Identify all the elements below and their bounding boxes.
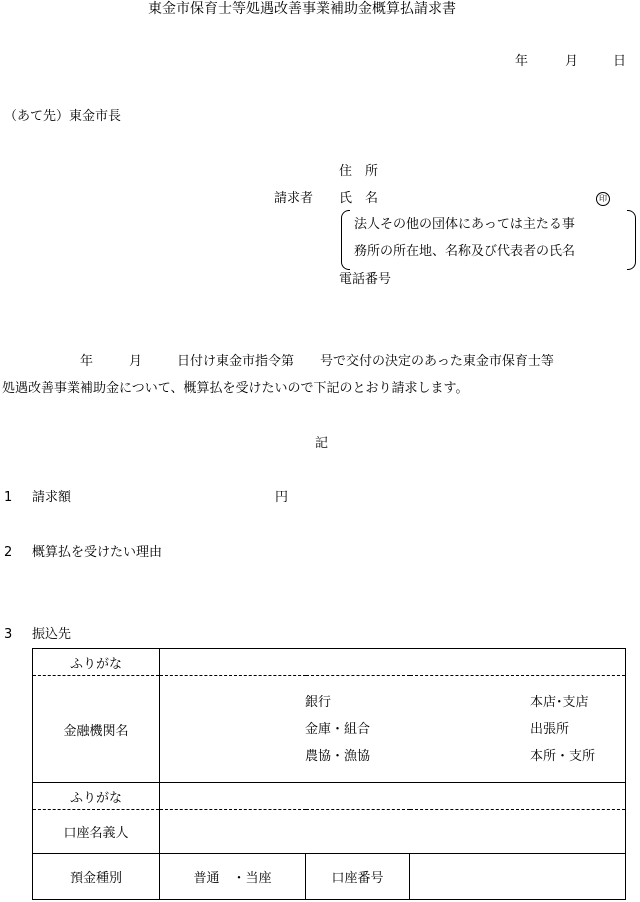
date-year: 年 [515,54,529,69]
name-label: 氏 名 [339,191,379,206]
body-line-1: 日付け東金市指令第 号で交付の決定のあった東金市保育士等 [177,354,554,369]
bank-transfer-table [32,648,626,900]
document-title: 東金市保育士等処遇改善事業補助金概算払請求書 [148,1,456,17]
requester-label: 請求者 [274,191,314,206]
account-number-label: 口座番号 [306,854,410,900]
note-line-2: 務所の所在地、名称及び代表者の氏名 [354,244,576,259]
item-3-number: 3 [4,627,13,642]
furigana-holder-field[interactable] [160,783,626,810]
body-line-2: 処遇改善事業補助金について、概算払を受けたいので下記のとおり請求します。 [2,381,469,396]
shinkin-option: 金庫・組合 [305,722,371,737]
phone-label: 電話番号 [339,272,392,287]
date-day: 日 [613,54,627,69]
branch-option-2: 出張所 [530,722,570,737]
furigana-label: ふりがな [33,649,160,676]
furigana-holder-label: ふりがな [33,783,160,810]
account-number-field[interactable] [410,854,626,900]
addressee: （あて先）東金市長 [4,109,122,124]
item-1-label: 請求額 [32,490,72,505]
item-2-number: 2 [4,545,13,560]
account-holder-label: 口座名義人 [33,810,160,854]
nokyo-option: 農協・漁協 [305,749,371,764]
item-3-label: 振込先 [32,627,72,642]
deposit-type-options[interactable]: 普通 ・当座 [160,854,306,900]
note-bracket-right [627,210,636,270]
item-1-number: 1 [4,490,13,505]
account-holder-field[interactable] [160,810,626,854]
item-2-label: 概算払を受けたい理由 [32,545,163,560]
branch-option-1: 本店･支店 [530,695,589,710]
institution-label: 金融機関名 [33,676,160,783]
date-month: 月 [565,54,579,69]
seal-icon: 印 [596,192,610,206]
note-line-1: 法人その他の団体にあっては主たる事 [354,217,575,232]
note-bracket-left [341,210,350,270]
ki-heading: 記 [315,436,329,451]
bank-option: 銀行 [305,695,332,710]
furigana-institution-field[interactable] [160,649,626,676]
branch-option-3: 本所・支所 [530,749,596,764]
yen-unit: 円 [275,490,289,505]
deposit-type-label: 預金種別 [33,854,160,900]
address-label: 住 所 [339,164,379,179]
body-year: 年 [80,354,94,369]
institution-field[interactable] [160,676,626,783]
body-month: 月 [129,354,143,369]
seal-mark [596,191,610,206]
